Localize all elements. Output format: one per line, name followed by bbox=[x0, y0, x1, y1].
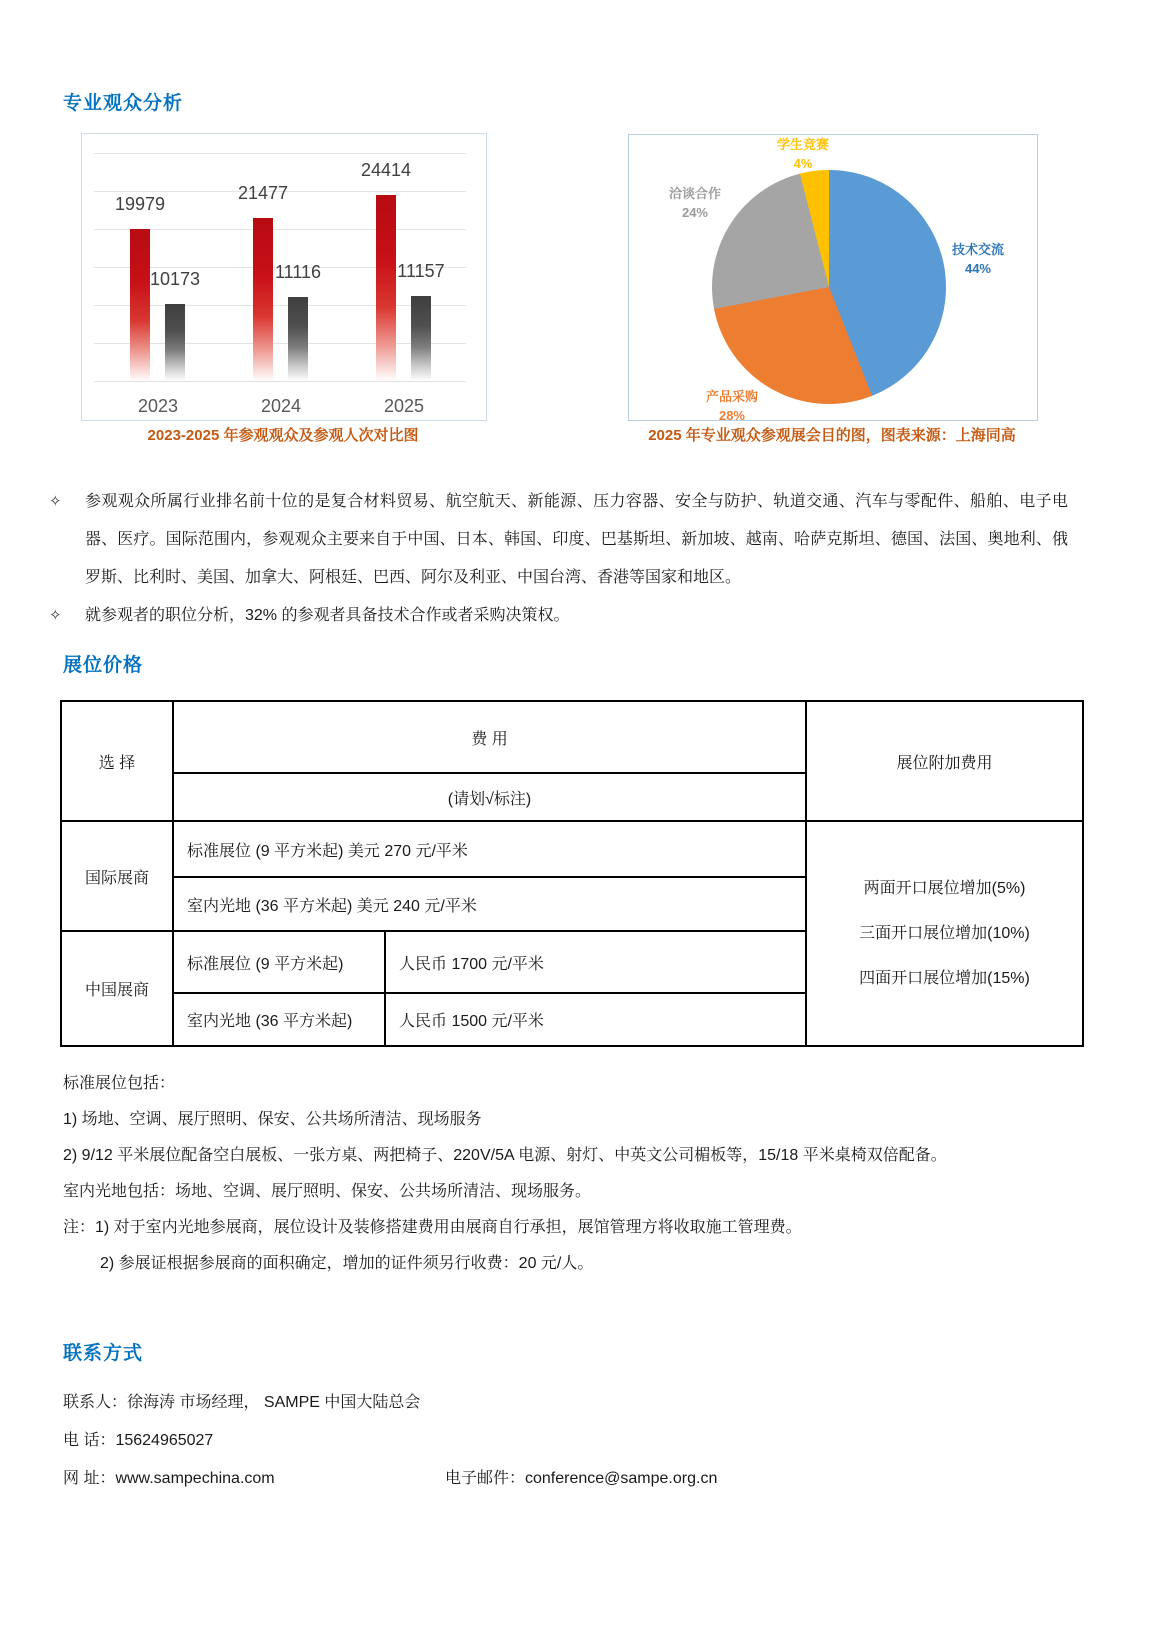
table-cell-cn-standard: 标准展位 (9 平方米起) bbox=[173, 931, 385, 993]
contact-phone: 电 话：15624965027 bbox=[63, 1432, 214, 1449]
bar-value-label: 10173 bbox=[149, 269, 201, 289]
note-line: 2) 9/12 平米展位配备空白展板、一张方桌、两把椅子、220V/5A 电源、射灯、中英文公司楣板等，15/18 平米桌椅双倍配备。 bbox=[63, 1147, 947, 1164]
section-title-contact: 联系方式 bbox=[63, 1343, 144, 1364]
contact-website: 网 址：www.sampechina.com bbox=[63, 1470, 275, 1487]
price-table bbox=[60, 700, 1084, 1047]
bar-value-label: 21477 bbox=[237, 183, 289, 203]
table-cell-intl-standard: 标准展位 (9 平方米起) 美元 270 元/平米 bbox=[173, 821, 806, 877]
table-group-china: 中国展商 bbox=[61, 931, 173, 1046]
contact-block bbox=[63, 1384, 1063, 1498]
pie-label-技术交流: 技术交流 44% bbox=[951, 242, 1005, 276]
bullet-list bbox=[45, 483, 1068, 635]
table-header-extra: 展位附加费用 bbox=[806, 701, 1083, 821]
bar-value-label: 24414 bbox=[360, 160, 412, 180]
note-line: 1) 场地、空调、展厅照明、保安、公共场所清洁、现场服务 bbox=[63, 1111, 482, 1128]
contact-email: 电子邮件：conference@sampe.org.cn bbox=[445, 1470, 718, 1487]
note-line: 注：1) 对于室内光地参展商，展位设计及装修搭建费用由展商自行承担，展馆管理方将收取施工管理费。 bbox=[63, 1219, 802, 1236]
pie-label-洽谈合作: 洽谈合作 24% bbox=[668, 186, 722, 220]
pie-label-学生竞赛: 学生竞赛 4% bbox=[776, 137, 830, 171]
bullet-text: 参观观众所属行业排名前十位的是复合材料贸易、航空航天、新能源、压力容器、安全与防护、轨道交通、汽车与零配件、船舶、电子电器、医疗。国际范围内，参观观众主要来自于中国、日本、韩国、印度、巴基斯坦、新加坡、越南、哈萨克斯坦、德国、法国、奥地利、俄罗斯、比利时、美国、加拿大、阿根廷、巴西、阿尔及利亚、中国台湾、香港等国家和地区。 bbox=[85, 493, 1068, 586]
surcharge-three-side: 三面开口展位增加(10%) bbox=[859, 925, 1030, 942]
bar-chart bbox=[81, 133, 487, 421]
table-cell-surcharges bbox=[806, 821, 1083, 1046]
x-axis-label-2023: 2023 bbox=[137, 396, 179, 416]
surcharge-four-side: 四面开口展位增加(15%) bbox=[859, 970, 1030, 987]
bar-参观观众-2023 bbox=[130, 229, 150, 381]
bar-参观人次-2025 bbox=[411, 296, 431, 381]
section-title-audience-analysis: 专业观众分析 bbox=[63, 93, 184, 114]
table-header-select: 选 择 bbox=[61, 701, 173, 821]
table-header-fee: 费 用 bbox=[173, 701, 806, 773]
bar-参观人次-2024 bbox=[288, 297, 308, 381]
x-axis-label-2025: 2025 bbox=[383, 396, 425, 416]
table-cell-cn-standard-price: 人民币 1700 元/平米 bbox=[385, 931, 806, 993]
table-group-international: 国际展商 bbox=[61, 821, 173, 931]
bar-value-label: 11157 bbox=[397, 261, 445, 281]
pie-label-产品采购: 产品采购 28% bbox=[705, 389, 759, 423]
bar-plot bbox=[94, 153, 466, 416]
bullet-item-job-analysis bbox=[45, 597, 1068, 635]
table-header-fee-note: (请划√标注) bbox=[173, 773, 806, 821]
bullet-item-industries bbox=[45, 483, 1068, 597]
bar-参观观众-2025 bbox=[376, 195, 396, 381]
table-cell-cn-rawspace-price: 人民币 1500 元/平米 bbox=[385, 993, 806, 1046]
bullet-text: 就参观者的职位分析，32% 的参观者具备技术合作或者采购决策权。 bbox=[85, 607, 570, 624]
note-line: 标准展位包括： bbox=[63, 1075, 176, 1092]
section-title-booth-price: 展位价格 bbox=[63, 655, 144, 676]
table-cell-cn-rawspace: 室内光地 (36 平方米起) bbox=[173, 993, 385, 1046]
diamond-bullet-icon: ✧ bbox=[49, 493, 62, 510]
contact-person: 联系人：徐海涛 市场经理， SAMPE 中国大陆总会 bbox=[63, 1394, 421, 1411]
booth-notes bbox=[63, 1066, 1073, 1282]
pie-chart-caption: 2025 年专业观众参观展会目的图，图表来源：上海同高 bbox=[648, 427, 1016, 444]
table-cell-intl-rawspace: 室内光地 (36 平方米起) 美元 240 元/平米 bbox=[173, 877, 806, 931]
bar-参观观众-2024 bbox=[253, 218, 273, 381]
surcharge-two-side: 两面开口展位增加(5%) bbox=[863, 880, 1026, 897]
note-line: 2) 参展证根据参展商的面积确定，增加的证件须另行收费：20 元/人。 bbox=[100, 1255, 594, 1272]
note-line: 室内光地包括：场地、空调、展厅照明、保安、公共场所清洁、现场服务。 bbox=[63, 1183, 592, 1200]
diamond-bullet-icon: ✧ bbox=[49, 607, 62, 624]
bar-chart-caption: 2023-2025 年参观观众及参观人次对比图 bbox=[147, 427, 419, 444]
pie-chart bbox=[628, 134, 1038, 421]
bar-value-label: 11116 bbox=[274, 262, 322, 282]
bar-参观人次-2023 bbox=[165, 304, 185, 381]
x-axis-label-2024: 2024 bbox=[260, 396, 302, 416]
bar-value-label: 19979 bbox=[114, 194, 166, 214]
pie-disc bbox=[712, 170, 946, 404]
